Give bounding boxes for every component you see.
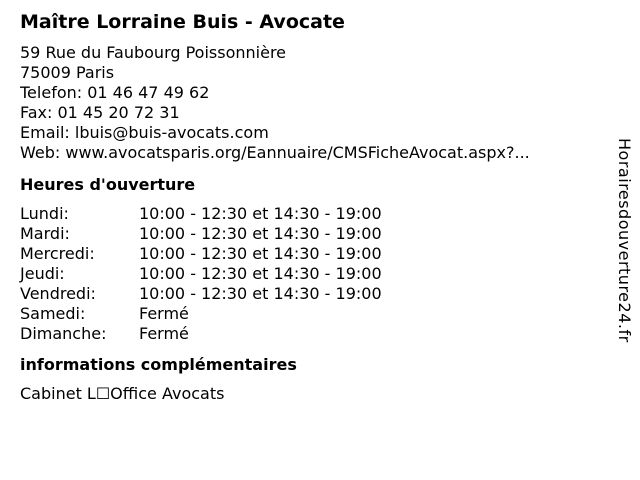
time-value: 10:00 - 12:30 et 14:30 - 19:00 <box>139 244 382 263</box>
hours-row <box>20 264 600 284</box>
hours-row <box>20 304 600 324</box>
day-label: Mercredi: <box>20 244 95 263</box>
hours-heading: Heures d'ouverture <box>20 175 196 194</box>
time-value: 10:00 - 12:30 et 14:30 - 19:00 <box>139 284 382 303</box>
day-label: Dimanche: <box>20 324 107 343</box>
fax-number: Fax: 01 45 20 72 31 <box>20 103 180 122</box>
hours-row <box>20 284 600 304</box>
website-url: Web: www.avocatsparis.org/Eannuaire/CMSFicheAvocat.aspx?... <box>20 143 530 162</box>
street-address: 59 Rue du Faubourg Poissonnière <box>20 43 287 62</box>
site-watermark-text: Horairesdouverture24.fr <box>615 138 634 343</box>
info-heading: informations complémentaires <box>20 355 297 374</box>
hours-row <box>20 244 600 264</box>
hours-row <box>20 324 600 344</box>
contact-block <box>20 43 600 163</box>
time-value: 10:00 - 12:30 et 14:30 - 19:00 <box>139 204 382 223</box>
phone-number: Telefon: 01 46 47 49 62 <box>20 83 210 102</box>
time-value: Fermé <box>139 304 189 323</box>
time-value: 10:00 - 12:30 et 14:30 - 19:00 <box>139 264 382 283</box>
day-label: Jeudi: <box>20 264 65 283</box>
hours-row <box>20 204 600 224</box>
day-label: Lundi: <box>20 204 69 223</box>
day-label: Samedi: <box>20 304 86 323</box>
info-text: Cabinet L☐Office Avocats <box>20 384 225 403</box>
email-address: Email: lbuis@buis-avocats.com <box>20 123 269 142</box>
day-label: Mardi: <box>20 224 70 243</box>
hours-row <box>20 224 600 244</box>
hours-table <box>20 204 600 344</box>
business-name: Maître Lorraine Buis - Avocate <box>20 11 345 33</box>
site-watermark <box>614 138 634 370</box>
day-label: Vendredi: <box>20 284 96 303</box>
postal-city: 75009 Paris <box>20 63 115 82</box>
time-value: Fermé <box>139 324 189 343</box>
listing-card <box>20 10 600 404</box>
time-value: 10:00 - 12:30 et 14:30 - 19:00 <box>139 224 382 243</box>
